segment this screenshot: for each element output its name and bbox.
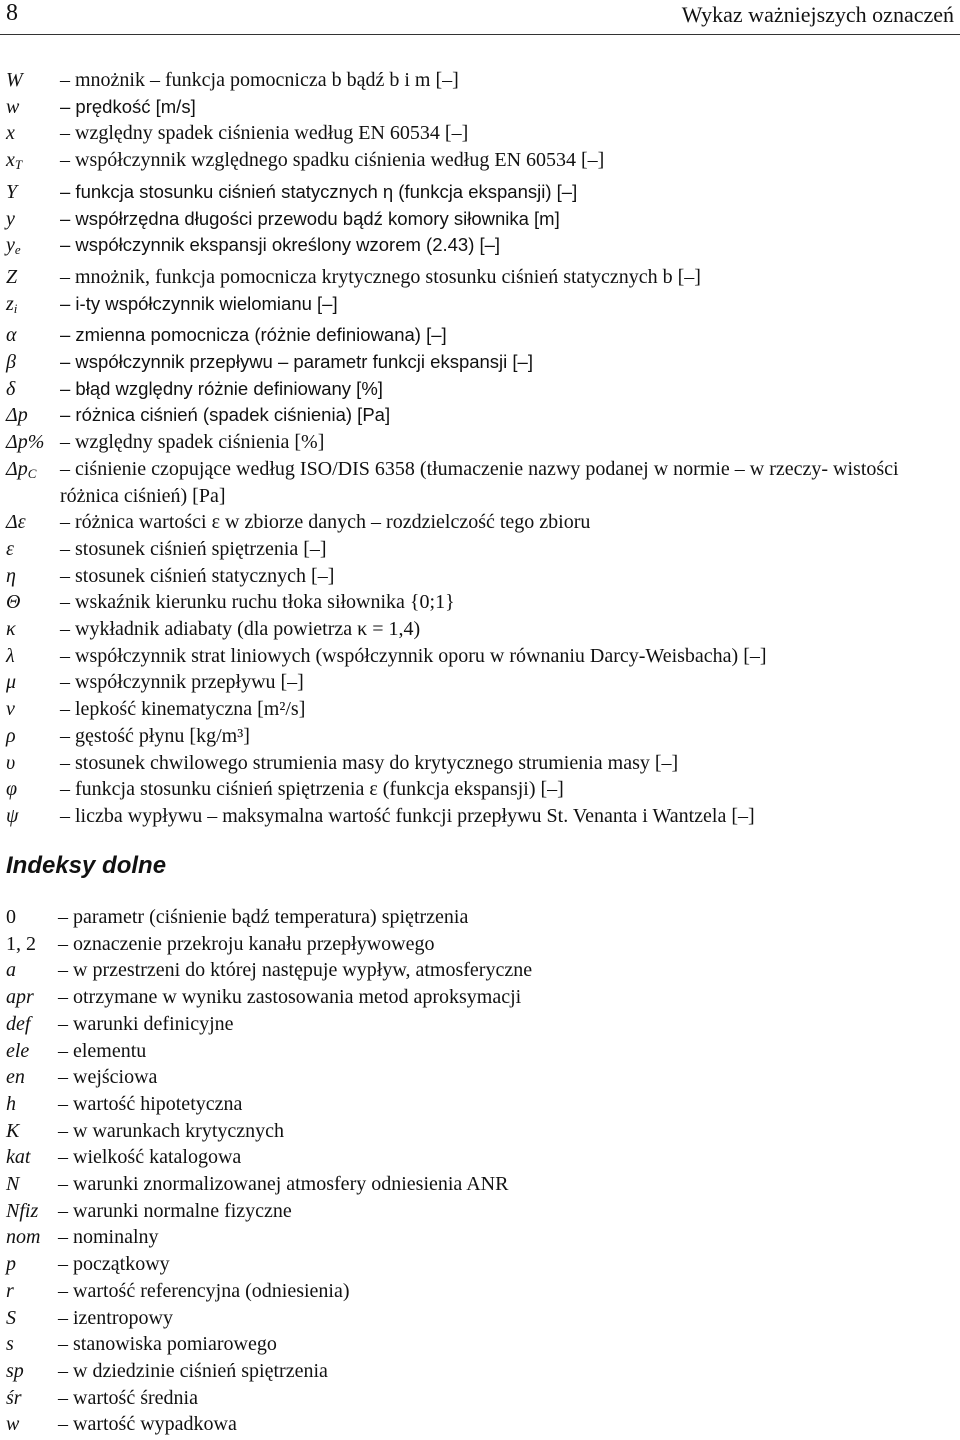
symbol-entry [6, 349, 956, 376]
entry-symbol [6, 94, 60, 121]
entry-description: – stanowiska pomiarowego [58, 1333, 277, 1356]
entry-description: – w przestrzeni do której następuje wypływ, atmosferyczne [58, 959, 533, 982]
symbol-text: κ [6, 618, 16, 641]
symbol-text: apr [6, 986, 34, 1009]
symbol-text: W [6, 69, 23, 91]
entry-description: – różnica wartości ε w zbiorze danych – rozdzielczość tego zbioru [60, 511, 591, 534]
entry-description: – liczba wypływu – maksymalna wartość funkcji przepływu St. Venanta i Wantzela [–] [60, 804, 755, 827]
section-title: Indeksy dolne [6, 852, 167, 879]
entry-symbol [6, 750, 60, 777]
subscript-entry [6, 1011, 956, 1038]
subscript-entry [6, 1091, 956, 1118]
symbol-text: S [6, 1306, 16, 1329]
entry-description: – współczynnik ekspansji określony wzorem (2.43) [–] [60, 234, 501, 256]
entry-description: – błąd względny różnie definiowany [%] [60, 377, 383, 399]
symbol-entry [6, 94, 956, 121]
symbol-entry [6, 376, 956, 403]
entry-description: – w dziedzinie ciśnień spiętrzenia [58, 1359, 328, 1382]
entry-description: – stosunek ciśnień spiętrzenia [–] [60, 537, 327, 560]
symbol-entry [6, 696, 956, 723]
subscript-entry [6, 1144, 956, 1171]
entry-symbol [6, 723, 60, 750]
entry-symbol [6, 322, 60, 349]
symbol-text: μ [6, 671, 17, 694]
entry-description: – mnożnik, funkcja pomocnicza krytycznego stosunku ciśnień statycznych b [–] [60, 265, 701, 288]
symbol-text: α [6, 324, 17, 347]
entry-symbol [6, 206, 60, 233]
symbol-entry [6, 643, 956, 670]
symbol-text: x [6, 122, 15, 145]
symbol-entry [6, 402, 956, 429]
symbol-text: K [6, 1119, 20, 1142]
entry-description: – parametr (ciśnienie bądź temperatura) spiętrzenia [58, 906, 469, 928]
entry-description: – oznaczenie przekroju kanału przepływowego [58, 932, 435, 955]
symbol-entry [6, 803, 956, 830]
entry-symbol [6, 536, 60, 563]
entry-description: – warunki znormalizowanej atmosfery odniesienia ANR [58, 1173, 509, 1196]
symbol-text: śr [6, 1386, 22, 1409]
symbol-entry [6, 291, 956, 323]
subscript-entry [6, 904, 956, 931]
entry-description: – współrzędna długości przewodu bądź komory siłownika [m] [60, 207, 560, 229]
entry-description: – i-ty współczynnik wielomianu [–] [60, 292, 338, 314]
entry-symbol [6, 904, 58, 931]
entry-description: – prędkość [m/s] [60, 95, 196, 117]
symbol-text: def [6, 1012, 31, 1035]
entry-description: – nominalny [58, 1226, 159, 1249]
entry-symbol [6, 1385, 58, 1412]
entry-symbol [6, 696, 60, 723]
subscript-entry [6, 931, 956, 958]
symbol-subscript: C [27, 465, 37, 481]
entry-symbol [6, 957, 58, 984]
running-title: Wykaz ważniejszych oznaczeń [681, 2, 954, 27]
entry-symbol [6, 349, 60, 376]
symbol-text: ρ [6, 724, 16, 747]
symbol-entry [6, 322, 956, 349]
entry-description: – w warunkach krytycznych [58, 1119, 285, 1142]
entry-description: – mnożnik – funkcja pomocnicza b bądź b i m [–] [60, 69, 459, 91]
entry-description: – współczynnik względnego spadku ciśnienia według EN 60534 [–] [60, 149, 605, 172]
symbol-entry [6, 232, 956, 264]
entry-symbol [6, 67, 60, 94]
symbol-text: p [6, 1253, 16, 1276]
entry-symbol [6, 803, 60, 830]
entry-description: – współczynnik przepływu – parametr funkcji ekspansji [–] [60, 351, 533, 373]
entry-description: – wskaźnik kierunku ruchu tłoka siłownika {0;1} [60, 591, 455, 614]
entry-symbol [6, 776, 60, 803]
symbol-text: s [6, 1333, 14, 1356]
entry-description: – wartość referencyjna (odniesienia) [58, 1279, 350, 1302]
symbol-subscript: e [14, 242, 21, 258]
subscript-entry [6, 1198, 956, 1225]
symbol-text: Δε [6, 511, 26, 534]
symbol-text: N [6, 1173, 20, 1196]
entry-description: – ciśnienie czopujące według ISO/DIS 6358 (tłumaczenie nazwy podanej w normie – w rzeczy- wistości różnica ciśnień) [Pa] [60, 457, 899, 507]
symbol-entry [6, 509, 956, 536]
subscript-entry [6, 1385, 956, 1412]
entry-symbol [6, 1038, 58, 1065]
symbol-text: w [6, 1413, 20, 1436]
subscript-entry [6, 1064, 956, 1091]
symbol-entry [6, 264, 956, 291]
symbol-text: ε [6, 537, 14, 560]
subscript-entry [6, 957, 956, 984]
entry-symbol [6, 402, 60, 429]
entry-symbol [6, 264, 60, 291]
entry-description: – stosunek chwilowego strumienia masy do krytycznego strumienia masy [–] [60, 751, 679, 774]
symbol-entry [6, 669, 956, 696]
symbol-text: β [6, 351, 16, 374]
entry-description: – funkcja stosunku ciśnień statycznych η (funkcja ekspansji) [–] [60, 180, 578, 202]
subscript-entry [6, 1411, 956, 1438]
symbol-text: r [6, 1279, 14, 1302]
entry-symbol [6, 1198, 58, 1225]
entry-symbol [6, 1358, 58, 1385]
subscript-entry [6, 984, 956, 1011]
symbol-text: Θ [6, 591, 21, 614]
symbol-entry [6, 147, 956, 179]
subscript-entry [6, 1171, 956, 1198]
page-number: 8 [6, 0, 18, 26]
symbol-entry [6, 563, 956, 590]
entry-description: – wartość średnia [58, 1386, 198, 1409]
symbol-entry [6, 750, 956, 777]
entry-symbol [6, 1305, 58, 1332]
symbol-entry [6, 120, 956, 147]
symbol-text: Z [6, 265, 18, 288]
entry-description: – stosunek ciśnień statycznych [–] [60, 564, 335, 587]
entry-description: – funkcja stosunku ciśnień spiętrzenia ε (funkcja ekspansji) [–] [60, 778, 564, 801]
subscript-entry [6, 1251, 956, 1278]
symbol-entry [6, 67, 956, 94]
entry-symbol [6, 1011, 58, 1038]
entry-description: – lepkość kinematyczna [m²/s] [60, 698, 306, 721]
symbol-text: Δp [6, 457, 28, 480]
entry-description: – początkowy [58, 1253, 170, 1276]
entry-description: – otrzymane w wyniku zastosowania metod aproksymacji [58, 986, 522, 1009]
entry-symbol [6, 643, 60, 670]
entry-symbol [6, 376, 60, 403]
entry-description: – względny spadek ciśnienia według EN 60534 [–] [60, 122, 469, 145]
entry-symbol [6, 291, 60, 323]
symbol-text: Y [6, 180, 18, 203]
entry-symbol [6, 1251, 58, 1278]
entry-symbol [6, 1411, 58, 1438]
entry-description: – izentropowy [58, 1306, 173, 1329]
entry-description: – warunki normalne fizyczne [58, 1199, 292, 1222]
entry-symbol [6, 1224, 58, 1251]
symbol-text: en [6, 1066, 25, 1089]
symbol-text: ψ [6, 804, 19, 827]
entry-description: – różnica ciśnień (spadek ciśnienia) [Pa] [60, 404, 391, 426]
symbol-text: Δp [6, 404, 28, 427]
entry-symbol [6, 456, 60, 509]
symbol-text: y [6, 207, 15, 230]
entry-description: – elementu [58, 1039, 147, 1062]
entry-description: – gęstość płynu [kg/m³] [60, 724, 250, 747]
entry-symbol [6, 1118, 58, 1145]
symbol-entry [6, 456, 956, 509]
subscripts-list [6, 904, 956, 1438]
entry-description: – wejściowa [58, 1066, 158, 1089]
symbol-text: a [6, 959, 16, 982]
subscript-entry [6, 1278, 956, 1305]
entry-symbol [6, 1171, 58, 1198]
symbol-text: z [6, 292, 14, 315]
entry-symbol [6, 509, 60, 536]
symbols-list [6, 67, 956, 830]
symbol-text: kat [6, 1146, 31, 1169]
symbol-text: y [6, 234, 15, 257]
entry-description: – wartość wypadkowa [58, 1413, 237, 1436]
entry-symbol [6, 984, 58, 1011]
subscript-entry [6, 1038, 956, 1065]
subscript-entry [6, 1118, 956, 1145]
symbol-text: 1, 2 [6, 932, 36, 955]
symbol-text: ν [6, 698, 15, 721]
symbol-text: Δp% [6, 431, 45, 454]
entry-symbol [6, 179, 60, 206]
entry-symbol [6, 429, 60, 456]
symbol-entry [6, 776, 956, 803]
symbol-entry [6, 206, 956, 233]
entry-symbol [6, 1064, 58, 1091]
entry-symbol [6, 1331, 58, 1358]
subscript-entry [6, 1224, 956, 1251]
symbol-subscript: i [13, 300, 18, 316]
subscript-entry [6, 1358, 956, 1385]
entry-symbol [6, 120, 60, 147]
entry-description: – wielkość katalogowa [58, 1146, 242, 1169]
entry-symbol [6, 931, 58, 958]
entry-symbol [6, 1144, 58, 1171]
entry-symbol [6, 232, 60, 264]
entry-description: – warunki definicyjne [58, 1012, 234, 1035]
entry-symbol [6, 669, 60, 696]
symbol-subscript: T [14, 157, 23, 173]
symbol-text: x [6, 149, 15, 172]
symbol-text: Nfiz [6, 1199, 39, 1222]
entry-description: – zmienna pomocnicza (różnie definiowana) [–] [60, 324, 447, 346]
entry-symbol [6, 147, 60, 179]
symbol-text: 0 [6, 906, 16, 928]
symbol-text: η [6, 564, 16, 587]
entry-symbol [6, 1091, 58, 1118]
symbol-text: w [6, 95, 20, 118]
entry-symbol [6, 1278, 58, 1305]
symbol-entry [6, 616, 956, 643]
symbol-entry [6, 179, 956, 206]
entry-symbol [6, 589, 60, 616]
symbol-entry [6, 536, 956, 563]
entry-description: – wartość hipotetyczna [58, 1092, 243, 1115]
entry-symbol [6, 616, 60, 643]
symbol-entry [6, 429, 956, 456]
symbol-text: h [6, 1092, 16, 1115]
entry-description: – współczynnik przepływu [–] [60, 671, 304, 694]
symbol-entry [6, 723, 956, 750]
entry-description: – względny spadek ciśnienia [%] [60, 431, 325, 454]
symbol-text: ele [6, 1039, 30, 1062]
entry-description: – wykładnik adiabaty (dla powietrza κ = 1,4) [60, 618, 421, 641]
symbol-text: sp [6, 1359, 24, 1382]
symbol-text: λ [6, 644, 15, 667]
symbol-text: nom [6, 1226, 41, 1249]
symbol-text: υ [6, 751, 16, 774]
symbol-text: φ [6, 778, 18, 801]
subscript-entry [6, 1305, 956, 1332]
symbol-entry [6, 589, 956, 616]
page-header [0, 0, 960, 35]
symbol-text: δ [6, 377, 16, 400]
entry-description: – współczynnik strat liniowych (współczynnik oporu w równaniu Darcy-Weisbacha) [–] [60, 644, 767, 667]
subscript-entry [6, 1331, 956, 1358]
entry-symbol [6, 563, 60, 590]
